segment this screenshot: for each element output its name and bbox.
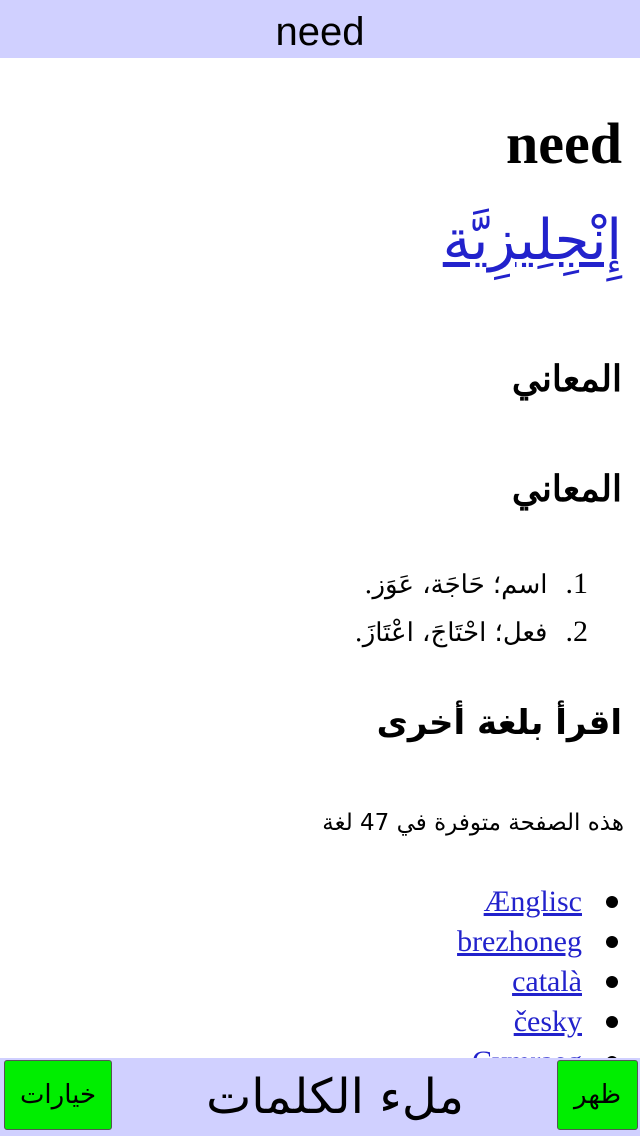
language-item xyxy=(457,962,582,1002)
bullet-icon xyxy=(606,1016,618,1028)
language-item xyxy=(457,882,582,922)
language-item xyxy=(457,1002,582,1042)
meaning-item xyxy=(354,560,588,608)
article-content[interactable] xyxy=(0,58,640,1058)
meanings-subheading: المعاني xyxy=(511,468,622,510)
top-title-bar xyxy=(0,0,640,58)
language-item xyxy=(457,922,582,962)
bottom-title: ملء الكلمات xyxy=(206,1069,464,1125)
language-link-item[interactable]: Ænglisc xyxy=(483,885,582,918)
meanings-list xyxy=(354,560,588,656)
language-link[interactable]: إِنْجِلِيزِيَّة xyxy=(442,208,622,273)
meaning-text: فعل؛ احْتَاجَ، اعْتَازَ. xyxy=(354,618,548,648)
meaning-text: اسم؛ حَاجَة، عَوَز. xyxy=(364,570,548,600)
meaning-number: 1. xyxy=(565,567,588,600)
language-link-item[interactable]: brezhoneg xyxy=(457,925,582,958)
meanings-heading: المعاني xyxy=(511,358,622,400)
bottom-toolbar xyxy=(0,1058,640,1136)
bullet-icon xyxy=(606,936,618,948)
availability-text: هذه الصفحة متوفرة في 47 لغة xyxy=(322,810,624,836)
page-title: need xyxy=(275,10,365,54)
bullet-icon xyxy=(606,976,618,988)
options-button[interactable]: خيارات xyxy=(4,1060,112,1130)
bullet-icon xyxy=(606,896,618,908)
language-link-item[interactable]: česky xyxy=(513,1005,582,1038)
word-heading: need xyxy=(506,111,622,176)
show-button[interactable]: ظهر xyxy=(557,1060,638,1130)
language-list xyxy=(457,882,582,1082)
meaning-item xyxy=(354,608,588,656)
meaning-number: 2. xyxy=(565,615,588,648)
language-link-item[interactable]: català xyxy=(512,965,582,998)
other-languages-heading: اقرأ بلغة أخرى xyxy=(376,703,622,743)
